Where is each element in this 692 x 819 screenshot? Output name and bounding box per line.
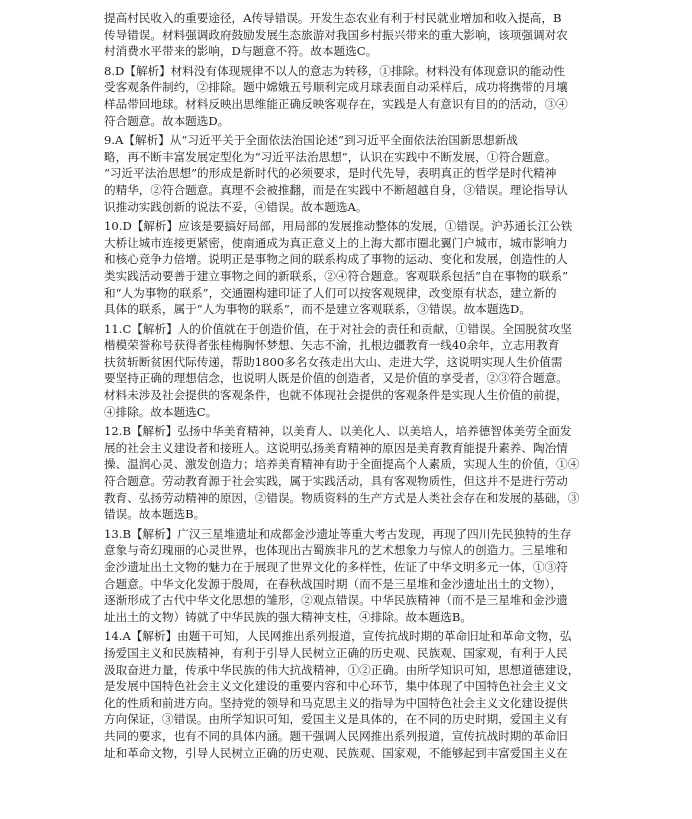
text-line: 址和革命文物，引导人民树立正确的历史观、民族观、国家观，不能够起到丰富爱国主义在 (104, 745, 568, 760)
text-line: 9.A【解析】从“习近平关于全面依法治国论述”到习近平全面依法治国新思想新战 (104, 133, 518, 148)
answer-explanations-page (104, 10, 588, 761)
text-line: 是发展中国特色社会主义文化建设的重要内容和中心环节，集中体现了中国特色社会主义文 (104, 679, 568, 694)
text-line: 意象与奇幻瑰丽的心灵世界，也体现出古蜀族非凡的艺术想象力与惊人的创造力。三星堆和 (104, 543, 568, 558)
text-line: 扬爱国主义和民族精神，有利于引导人民树立正确的历史观、民族观、国家观，有利于人民 (104, 645, 568, 660)
text-line: 样品带回地球。材料反映出思维能正确反映客观存在，实践是人有意识有目的的活动，③④ (104, 96, 568, 111)
text-line: 受客观条件制约，②排除。题中嫦娥五号顺利完成月球表面自动采样后，成功将携带的月壤 (104, 80, 568, 95)
text-line: 逐渐形成了古代中华文化思想的雏形，②观点错误。中华民族精神（而不是三星堆和金沙遗 (104, 593, 568, 608)
text-line: 操、温润心灵、激发创造力；培养美育精神有助于全面提高个人素质，实现人生的价值，①④ (104, 457, 580, 472)
text-line: 楷模荣誉称号获得者张桂梅胸怀梦想、矢志不渝，扎根边疆教育一线40余年，立志用教育 (104, 338, 560, 353)
text-line: 材料未涉及社会提供的客观条件，也就不体现社会提供的客观条件是实现人生价值的前提， (104, 388, 568, 403)
text-line: 村消费水平带来的影响，D与题意不符。故本题选C。 (104, 44, 378, 59)
text-line: 13.B【解析】广汉三星堆遗址和成都金沙遗址等重大考古发现，再现了四川先民独特的生存 (104, 526, 572, 541)
text-line: 合题意。中华文化发源于殷周，在春秋战国时期（而不是三星堆和金沙遗址出土的文物）， (104, 576, 562, 591)
text-line: 金沙遗址出土文物的魅力在于展现了世界文化的多样性，佐证了中华文明多元一体，①③符 (104, 560, 568, 574)
text-line: 8.D【解析】材料没有体现规律不以人的意志为转移，①排除。材料没有体现意识的能动性 (104, 63, 565, 78)
text-line: 和核心竞争力倍增。说明正是事物之间的联系构成了事物的运动、变化和发展，创造性的人 (104, 252, 568, 267)
text-line: 类实践活动要善于建立事物之间的新联系，②④符合题意。客观联系包括“自在事物的联系” (104, 268, 569, 283)
text-line: 化的性质和前进方向。坚持党的领导和马克思主义的指导为中国特色社会主义文化建设提供 (104, 695, 568, 710)
text-line: 要坚持正确的理想信念，也说明人既是价值的创造者，又是价值的享受者，②③符合题意。 (104, 371, 568, 386)
text-line: 错误。故本题选B。 (104, 507, 206, 522)
text-line: 和“人为事物的联系”，交通圈构建印证了人们可以按客观规律，改变原有状态，建立新的 (104, 285, 557, 300)
text-line: 共同的要求，也有不同的具体内涵。题干强调人民网推出系列报道，宣传抗战时期的革命旧 (104, 728, 568, 743)
text-line: ④排除。故本题选C。 (104, 404, 218, 419)
text-line: 识推动实践创新的说法不妥，④错误。故本题选A。 (104, 199, 368, 214)
text-line: 大桥让城市连接更紧密，使南通成为真正意义上的上海大都市圈北翼门户城市，城市影响力 (104, 235, 568, 250)
text-line: 符合题意。故本题选D。 (104, 113, 230, 128)
text-line: 展的社会主义建设者和接班人。这说明弘扬美育精神的原因是美育教育能提升素养、陶冶情 (104, 440, 568, 455)
text-line: “习近平法治思想”的形成是新时代的必须要求，是时代先导，表明真正的哲学是时代精神 (104, 166, 557, 181)
text-line: 教育、弘扬劳动精神的原因，②错误。物质资料的生产方式是人类社会存在和发展的基础，③ (104, 490, 580, 505)
text-line: 汲取奋进力量，传承中华民族的伟大抗战精神，①②正确。由所学知识可知，思想道德建设， (104, 662, 580, 677)
text-line: 略，再不断丰富发展定型化为“习近平法治思想”，认识在实践中不断发展，①符合题意。 (104, 149, 557, 164)
text-line: 提高村民收入的重要途径，A传导错误。开发生态农业有利于村民就业增加和收入提高，B (104, 11, 562, 25)
text-line: 方向保证，③错误。由所学知识可知，爱国主义是具体的，在不同的历史时期，爱国主义有 (104, 712, 568, 727)
text-line: 的精华，②符合题意。真理不会被推翻，而是在实践中不断超越自身，③错误。理论指导认 (104, 182, 568, 197)
text-line: 扶贫斩断贫困代际传递，帮助1800多名女孩走出大山、走进大学，这说明实现人生价值需 (104, 354, 563, 369)
text-line: 符合题意。劳动教育源于社会实践，属于实践活动，具有客观物质性，但这并不是进行劳动 (104, 474, 568, 489)
text-line: 12.B【解析】弘扬中华美育精神，以美育人、以美化人、以美培人，培养德智体美劳全面发 (104, 424, 572, 439)
text-line: 具体的联系，属于“人为事物的联系”，而不是建立客观联系，③错误。故本题选D。 (104, 302, 531, 317)
text-line: 址出土的文物）铸就了中华民族的强大精神支柱，④排除。故本题选B。 (104, 609, 472, 624)
text-line: 10.D【解析】应该是要搞好局部，用局部的发展推动整体的发展，①错误。沪苏通长江公铁 (104, 219, 573, 234)
text-line: 14.A【解析】由题干可知，人民网推出系列报道，宣传抗战时期的革命旧址和革命文物，弘 (104, 629, 572, 644)
text-line: 11.C【解析】人的价值就在于创造价值，在于对社会的责任和贡献，①错误。全国脱贫攻坚 (104, 321, 572, 336)
text-line: 传导错误。材料强调政府鼓励发展生态旅游对我国乡村振兴带来的重大影响，该项强调对农 (104, 27, 568, 42)
